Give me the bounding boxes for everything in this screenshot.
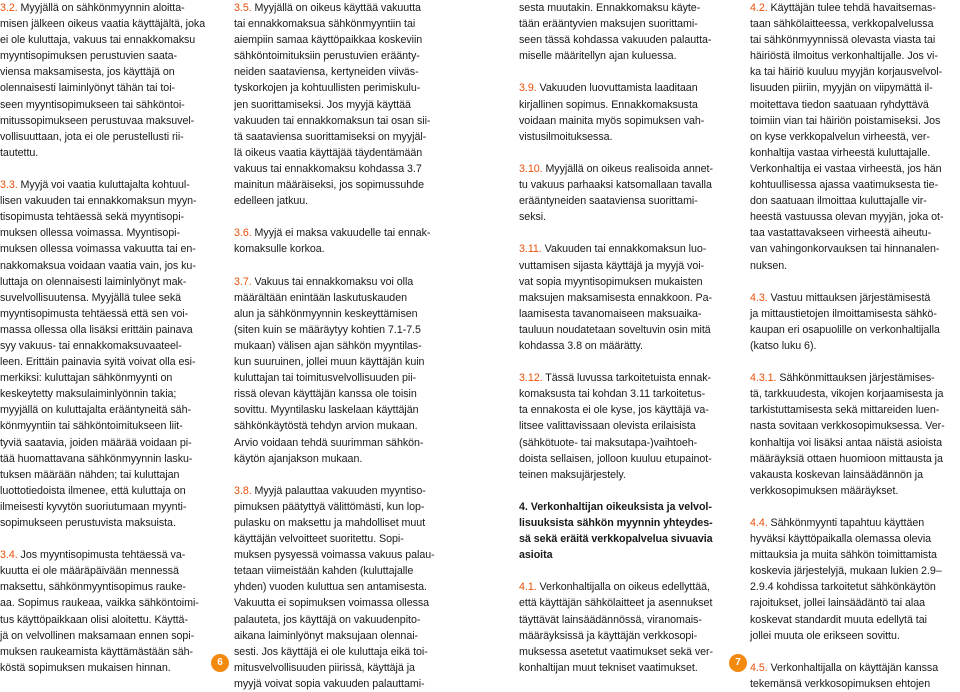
text-line: asioita [519,549,553,562]
text-line: kirjallinen sopimus. Ennakkomaksusta [519,98,698,111]
text-line: vakuus tai ennakkomaksu kohdassa 3.7 [234,162,422,175]
text-line: litsee valittavissaan olevista erilaisista [519,420,696,433]
text-line [750,644,960,660]
text-line: 4.5. Verkonhaltijalla on käyttäjän kanssa [750,661,939,674]
text-line: konhaltija voi lisäksi antaa näistä asioista [750,436,943,449]
text-line: alun ja sähkönmyynnin keskeyttämisen [234,307,418,320]
text-line: kuutta ei ole määräpäivään mennessä [0,565,179,578]
section-number: 3.2. [0,2,18,14]
text-line: vakausta koskevan lainsäädännön ja [750,468,923,481]
text-line: erääntyneiden saataviensa suorittami- [519,195,698,208]
column-3 [519,0,731,676]
section-number: 3.7. [234,275,252,288]
text-line: 3.7. Vakuus tai ennakkomaksu voi olla [234,275,414,288]
text-line [0,531,212,547]
text-line: voidaan mainita myös sopimuksen vah- [519,114,705,127]
text-line: seen tässä kohdassa vakuuden palautta- [519,34,712,47]
text-line: yhden) vuoden kuluttua sen antamisesta. [234,581,427,594]
text-line: myyntisopimusta tehtäessä että sen voi- [0,307,189,320]
text-line: muksen ollessa voimassa vakuutta tai en- [0,243,196,256]
text-line: vakuuden tai ennakkomaksun tai osan sii- [234,114,431,127]
text-line: rajoitukset, jollei lainsäädäntö tai alaa [750,597,925,610]
text-line: pimuksen päätyttyä välittömästi, kun lop- [234,500,425,513]
section-number: 3.9. [519,82,537,95]
text-line: jä on velvollinen maksamaan ennen sopi- [0,629,195,642]
text-line: könmyyntiin tai sähköntoimitukseen liit- [0,420,183,433]
text-line: rissä olevan käyttäjän kanssa ole toisin [234,388,417,401]
text-line: teinen maksujärjestely. [519,468,626,481]
text-line: muksen raukeamista käyttämästään säh- [0,645,193,658]
text-line: nuksen. [750,259,788,272]
text-line: määrältään enintään laskutuskauden [234,291,407,304]
text-line: tai ennakkomaksua sähkönmyyntiin tai [234,18,416,31]
text-line: ka tai häiriö kuuluu myyjän korjausvelvol- [750,66,943,79]
text-line: muksessa asetetut vaatimukset sekä ver- [519,645,714,658]
section-number: 3.5. [234,2,252,14]
section-number: 4.2. [750,2,768,14]
text-line: tään erääntyvien maksujen suorittami- [519,18,698,31]
text-line: neiden saataviensa, kertyneiden viiväs- [234,66,419,79]
text-line: lä oikeus vaatia käyttäjää täydentämään [234,146,423,159]
text-line: suvelvollisuutensa. Myyjällä tulee sekä [0,291,182,304]
text-line: maksujen maksamisesta ennakkoon. Pa- [519,291,713,304]
page-number-left: 6 [211,654,229,672]
text-line: 3.5. Myyjällä on oikeus käyttää vakuutta [234,2,421,14]
text-line: olennaisesti laiminlyönyt tähän tai toi- [0,82,176,95]
text-line: tyskorkojen ja kohtuullisten perimiskulu- [234,82,421,95]
text-line [234,467,446,483]
text-line: koskevia järjestelyjä, mukaan lukien 2.9– [750,565,942,578]
text-line: maksettu, sähkönmyyntisopimus rauke- [0,581,186,594]
text-line: 4. Verkonhaltijan oikeuksista ja velvol- [519,500,712,513]
text-line: kaupan eri osapuolille on verkonhaltijalla [750,323,940,336]
section-number: 4.3. [750,291,768,304]
text-line: 3.12. Tässä luvussa tarkoitetuista ennak- [519,372,712,385]
text-line: kohdassa 3.8 on määrätty. [519,339,643,352]
text-line: 4.4. Sähkönmyynti tapahtuu käyttäen [750,517,925,529]
section-number: 3.10. [519,162,543,175]
text-line: myyntisopimuksen perustuvien saata- [0,50,178,63]
text-line: vollisuuttaan, jota ei ole perustellusti rii- [0,130,184,143]
text-line: toimiin vian tai häiriön poistamiseksi. Jos [750,114,941,127]
text-line: mainitun määräiseksi, jos sopimussuhde [234,179,424,192]
text-line: myyjällä on kuluttajalta erääntyneitä säh- [0,404,191,417]
text-line: kohtuullisessa ajassa vaatimuksesta tie- [750,179,939,192]
text-line [519,64,731,80]
text-line [750,274,960,290]
text-line: muksen pysyessä voimassa vakuus palau- [234,549,435,562]
text-line [519,145,731,161]
page-number-right: 7 [729,654,747,672]
text-line: myyjä voivat sopia vakuuden palauttami- [234,677,425,690]
text-line: ta ennakosta ei ole kyse, jos käyttäjä va- [519,404,709,417]
text-line: 4.1. Verkonhaltijalla on oikeus edellyttää, [519,581,710,594]
text-line: tä, tarkkuudesta, vikojen korjaamisesta ja [750,388,944,401]
text-line: van vahingonkorvauksen tai hinnanalen- [750,243,940,256]
text-line: 2.9.4 kohdissa tarkoitetut sähkönkäytön [750,581,936,594]
text-line: palauteta, jos käyttäjä on vakuudenpito- [234,613,421,626]
text-line: lisuuksista sähkön myynnin yhteydes- [519,517,713,529]
text-line: massa ollessa olla lisäksi erittäin painava [0,323,193,336]
text-line: syy vakuus- tai ennakkomaksuvaateel- [0,339,182,352]
text-line: vistusilmoituksessa. [519,130,613,143]
text-line: aikana laiminlyönyt maksujaan olennai- [234,629,419,642]
text-line: don saatuaan ilmoittaa kuluttajalle vir- [750,195,927,208]
text-line: kun suuruinen, jollei muun käyttäjän kuin [234,356,425,369]
text-line: että käyttäjän sähkölaitteet ja asennukset [519,597,713,610]
text-line: komaksusta tai kohdan 3.11 tarkoitetus- [519,388,706,401]
section-number: 3.6. [234,227,252,240]
text-line: sä sekä eräitä verkkopalvelua sivuavia [519,533,713,546]
text-line: lisen vakuuden tai ennakkomaksun myyn- [0,195,197,208]
text-line: 4.2. Käyttäjän tulee tehdä havaitsemas- [750,2,936,14]
text-line: sesti. Jos käyttäjä ei ole kuluttaja eikä toi- [234,645,428,658]
text-line: ja mittaustietojen ilmoittamisesta sähkö- [750,307,937,320]
text-line: aa. Sopimus raukeaa, vaikka sähköntoimi- [0,597,199,610]
text-line: (sähkötuote- tai maksutapa-)vaihtoeh- [519,436,698,449]
text-line: sähkönkäytöstä tehdyn arvion mukaan. [234,420,418,433]
text-line: hyväksi käyttöpaikalla olemassa olevia [750,533,932,546]
text-line: köstä sopimuksen mukaisen hinnan. [0,661,171,674]
text-line: määräyksissä ja käyttäjän verkkosopi- [519,629,698,642]
text-line [519,563,731,579]
text-line: tai sähkönmyynnissä olevasta viasta tai [750,34,936,47]
column-1 [0,0,212,676]
section-number: 4.4. [750,517,768,529]
text-line: tautettu. [0,146,39,159]
section-number: 3.12. [519,372,543,385]
text-line: misen jälkeen oikeus vaatia käyttäjältä, joka [0,18,206,31]
text-line: doista sellaisen, jolloon kuuluu etupainot- [519,452,712,465]
text-line: käyttäjän velvoitteet suoritettu. Sopi- [234,533,404,546]
text-line [234,209,446,225]
text-line: (katso luku 6). [750,339,817,352]
text-line [519,225,731,241]
text-line: tyviä saatavia, joiden määrää voidaan pi- [0,436,192,449]
text-line: tarkistuttamisesta sekä mittareiden luen- [750,404,940,417]
text-line: mittauksia ja muita sähkön toimittamista [750,549,937,562]
text-line: konhaltija vastaa virheestä kuluttajalle. [750,146,931,159]
text-line: luttaja on olennaisesti laiminlyönyt mak- [0,275,187,288]
text-line: 3.11. Vakuuden tai ennakkomaksun luo- [519,243,707,256]
text-line: tauluun noudatetaan soveltuvin osin mitä [519,323,711,336]
text-line: 3.10. Myyjällä on oikeus realisoida annet- [519,162,713,175]
text-line: konhaltijan muut tekniset vaatimukset. [519,661,698,674]
text-line: tä saataviensa suorittamiseksi on myyjäl- [234,130,427,143]
text-line: seksi. [519,211,547,224]
text-line [519,483,731,499]
text-line: moitettava tiedon saatuaan ryhdyttävä [750,98,929,111]
text-line: tetaan viimeistään kahden (kuluttajalle [234,565,414,578]
text-line: vat sopia myyntisopimuksen mukaisten [519,275,703,288]
text-line: Verkonhaltija ei vastaa virheestä, jos hän [750,162,942,175]
text-line: komaksulle korkoa. [234,243,325,256]
text-line: häiriöstä ilmoitus verkonhaltijalle. Jos vi- [750,50,938,63]
text-line: tekemänsä verkkosopimuksen ehtojen [750,677,931,690]
text-line: tus käyttöpaikkaan olisi aloitettu. Käyttä- [0,613,188,626]
text-line: lisuuden piiriin, myyjän on viipymättä il- [750,82,933,95]
text-line: luottotiedoista ilmenee, että kuluttaja on [0,484,186,497]
column-2 [234,0,446,692]
column-4 [750,0,960,692]
text-line: muksen ollessa voimassa. Myyntisopi- [0,227,180,240]
text-line: 3.9. Vakuuden luovuttamista laaditaan [519,82,698,95]
text-line: sopimukseen perustuvista maksuista. [0,517,176,529]
text-line: käytön ajanjakson mukaan. [234,452,363,465]
text-line: sesta muutakin. Ennakkomaksu käyte- [519,2,701,14]
text-line: 3.6. Myyjä ei maksa vakuudelle tai ennak- [234,227,431,240]
text-line: laamisesta tavanomaiseen maksuaika- [519,307,702,320]
section-number: 3.4. [0,549,18,562]
text-line [0,161,212,177]
text-line: tisopimusta tehtäessä sekä myyntisopi- [0,211,185,224]
text-line: pulasku on maksettu ja mahdolliset muut [234,517,426,529]
text-line: sähköntoimituksiin perustuvien eräänty- [234,50,420,63]
text-line: sovittu. Myyntilasku laskelaan käyttäjän [234,404,419,417]
section-number: 3.3. [0,179,18,192]
text-line: viensa maksamisesta, jos käyttäjä on [0,66,175,79]
text-line: tuksen määrään nähden; tai kuluttajan [0,468,180,481]
text-line: 3.4. Jos myyntisopimusta tehtäessä va- [0,549,186,562]
text-line: tää huomattavana sähkönmyynnin lasku- [0,452,193,465]
text-line: täyttävät lainsäädännössä, viranomais- [519,613,702,626]
section-number: 4.3.1. [750,372,777,385]
text-line: on kyse verkkopalvelun virheestä, ver- [750,130,930,143]
section-number: 3.8. [234,484,252,497]
text-line: 4.3.1. Sähkönmittauksen järjestämises- [750,372,935,385]
text-line: seen myyntisopimukseen tai sähköntoi- [0,98,185,111]
text-line: kuluttajan tai toimitusvelvollisuuden pii- [234,372,417,385]
section-number: 4. [519,500,528,513]
text-line: verkkosopimuksen määräykset. [750,484,899,497]
text-line: jen suorittamiseksi. Jos myyjä käyttää [234,98,411,111]
text-line: 3.8. Myyjä palauttaa vakuuden myyntiso- [234,484,426,497]
text-line [234,258,446,274]
text-line: määräyksiä ottaen huomioon mittausta ja [750,452,943,465]
text-line: mitussopimukseen perustuvaa maksuvel- [0,114,195,127]
text-line: ilmeisesti kyvytön suoriutumaan myynti- [0,500,187,513]
text-line: jollei muuta ole erikseen sovittu. [750,629,900,642]
text-line [750,354,960,370]
text-line: vuttamisen sijasta käyttäjä ja myyjä voi- [519,259,705,272]
section-number: 3.11. [519,243,542,256]
text-line: Vakuutta ei sopimuksen voimassa ollessa [234,597,430,610]
text-line: merkiksi: kuluttajan sähkönmyynti on [0,372,173,385]
text-line: aiempiin samaa käyttöpaikkaa koskeviin [234,34,423,47]
text-line: ei ole kuluttaja, vakuus tai ennakkomaksu [0,34,196,47]
text-line: 3.3. Myyjä voi vaatia kuluttajalta kohtuul- [0,179,190,192]
text-line: taa vastattavakseen virheestä aiheutu- [750,227,932,240]
section-number: 4.5. [750,661,768,674]
text-line: 3.2. Myyjällä on sähkönmyynnin aloitta- [0,2,185,14]
text-line: Arvio voidaan tehdä suurimman sähkön- [234,436,424,449]
text-line: tu vakuus parhaaksi katsomallaan tavalla [519,179,712,192]
text-line: leen. Erittäin painavia syitä voivat olla esi- [0,356,196,369]
text-line: nasta sovitaan verkkosopimuksessa. Ver- [750,420,945,433]
text-line: keskeytetty maksulaiminlyönnin takia; [0,388,177,401]
text-line: (siten kuin se määräytyy kohtien 7.1-7.5 [234,323,421,336]
section-number: 4.1. [519,581,537,594]
text-line: heestä vastuussa olevan myyjän, joka ot- [750,211,944,224]
text-line: mukaan) välisen ajan sähkön myyntilas- [234,339,422,352]
text-line: 4.3. Vastuu mittauksen järjestämisestä [750,291,931,304]
text-line: koskevat standardit muuta edellytä tai [750,613,927,626]
text-line [519,354,731,370]
text-line: edelleen jatkuu. [234,195,309,208]
text-line [750,499,960,515]
text-line: miselle määritellyn ajan kuluessa. [519,50,677,63]
text-line: mitusvelvollisuuden piirissä, käyttäjä ja [234,661,415,674]
text-line: taan sähkölaitteessa, verkkopalvelussa [750,18,934,31]
text-line: nakkomaksua voidaan vaatia vain, jos ku- [0,259,196,272]
